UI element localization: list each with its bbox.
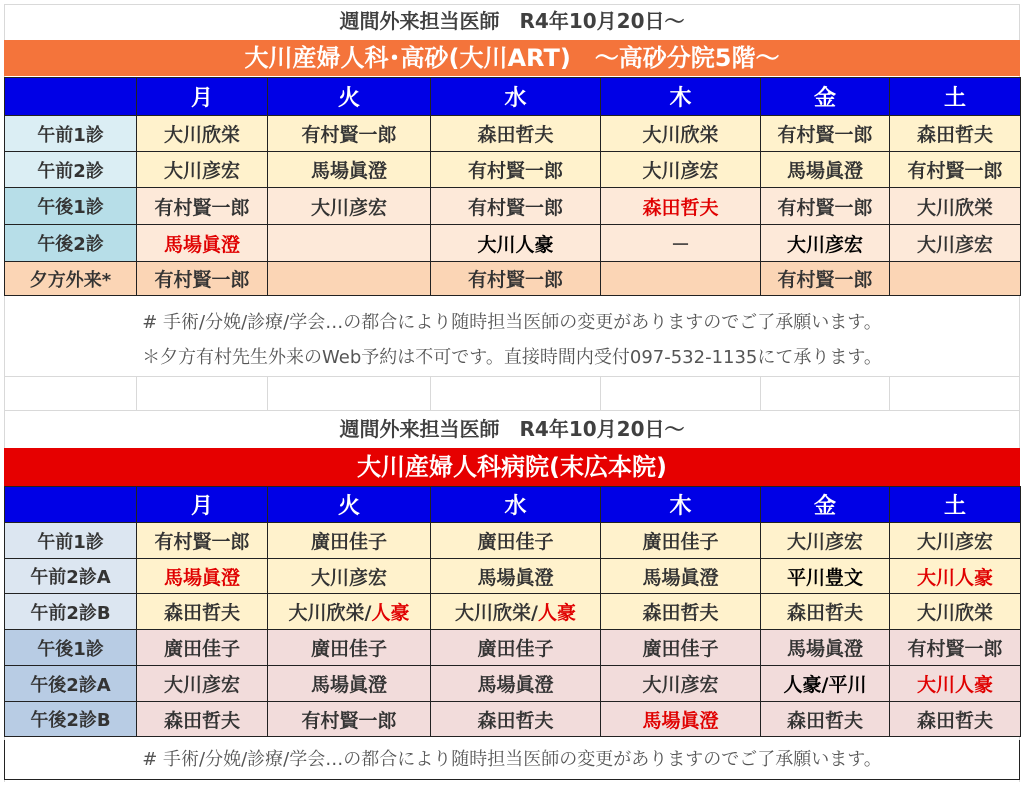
- doctor-cell: 廣田佳子: [431, 523, 601, 559]
- doctor-cell: 馬場眞澄: [268, 152, 431, 188]
- doctor-cell: 大川彦宏: [761, 523, 890, 559]
- doctor-cell: 大川彦宏: [601, 152, 761, 188]
- doctor-cell: 大川欣栄/人豪: [431, 594, 601, 630]
- doctor-cell: 馬場眞澄: [268, 666, 431, 702]
- table-row: [5, 523, 1021, 559]
- doctor-cell: 馬場眞澄: [761, 152, 890, 188]
- bottom-title: 週間外来担当医師 R4年10月20日～: [339, 417, 685, 441]
- table-row: [5, 702, 1021, 737]
- top-banner: 大川産婦人科･高砂(大川ART) ～高砂分院5階～: [4, 40, 1020, 76]
- doctor-cell: 森田哲夫: [137, 594, 268, 630]
- row-label: 午後1診: [5, 630, 137, 666]
- row-label: 夕方外来*: [5, 262, 137, 296]
- header-corner: [5, 487, 137, 523]
- doctor-cell: 馬場眞澄: [137, 225, 268, 262]
- day-header: 金: [761, 487, 890, 523]
- doctor-cell: 馬場眞澄: [431, 666, 601, 702]
- doctor-cell: 廣田佳子: [601, 630, 761, 666]
- row-label: 午後2診B: [5, 702, 137, 737]
- doctor-cell: 森田哲夫: [890, 702, 1021, 737]
- day-header: 火: [268, 487, 431, 523]
- doctor-cell: 大川彦宏: [268, 559, 431, 594]
- day-header-row: [5, 487, 1021, 523]
- doctor-cell: 森田哲夫: [761, 594, 890, 630]
- top-note-web-reservation: ＊夕方有村先生外来のWeb予約は不可です。直接時間内受付097-532-1135にて承ります。: [142, 347, 882, 368]
- day-header: 木: [601, 78, 761, 116]
- doctor-cell: [890, 262, 1021, 296]
- row-label: 午後1診: [5, 188, 137, 225]
- bottom-banner: 大川産婦人科病院(末広本院): [4, 448, 1020, 486]
- doctor-cell: 森田哲夫: [431, 116, 601, 152]
- doctor-cell: 大川欣栄: [601, 116, 761, 152]
- doctor-cell: 森田哲夫: [137, 702, 268, 737]
- doctor-cell: 有村賢一郎: [890, 630, 1021, 666]
- doctor-cell: 馬場眞澄: [761, 630, 890, 666]
- gridline: [600, 376, 601, 410]
- doctor-cell: 廣田佳子: [268, 523, 431, 559]
- doctor-cell: 馬場眞澄: [431, 559, 601, 594]
- doctor-cell: 馬場眞澄: [137, 559, 268, 594]
- gridline: [267, 376, 268, 410]
- doctor-cell: 大川彦宏: [268, 188, 431, 225]
- bottom-schedule-table: [4, 486, 1021, 737]
- doctor-cell: 大川彦宏: [137, 152, 268, 188]
- doctor-cell: 有村賢一郎: [761, 188, 890, 225]
- doctor-cell: 有村賢一郎: [137, 523, 268, 559]
- day-header: 月: [137, 487, 268, 523]
- table-row: [5, 594, 1021, 630]
- day-header: 水: [431, 78, 601, 116]
- bottom-note-changes: # 手術/分娩/診療/学会…の都合により随時担当医師の変更がありますのでご了承願います。: [4, 740, 1020, 780]
- doctor-cell: [268, 262, 431, 296]
- doctor-cell: 大川欣栄: [890, 188, 1021, 225]
- doctor-cell: 有村賢一郎: [761, 262, 890, 296]
- doctor-cell: 有村賢一郎: [268, 702, 431, 737]
- gridline: [889, 376, 890, 410]
- day-header: 火: [268, 78, 431, 116]
- doctor-cell: 有村賢一郎: [137, 262, 268, 296]
- table-row: [5, 188, 1021, 225]
- gridline: [760, 376, 761, 410]
- doctor-cell: 森田哲夫: [761, 702, 890, 737]
- doctor-cell: 廣田佳子: [431, 630, 601, 666]
- gridline: [4, 376, 1020, 377]
- doctor-cell: 廣田佳子: [268, 630, 431, 666]
- doctor-cell: 馬場眞澄: [601, 702, 761, 737]
- row-label: 午前2診B: [5, 594, 137, 630]
- top-title: 週間外来担当医師 R4年10月20日～: [339, 9, 685, 33]
- gridline: [136, 376, 137, 410]
- doctor-cell: [601, 262, 761, 296]
- day-header: 水: [431, 487, 601, 523]
- doctor-cell: 廣田佳子: [601, 523, 761, 559]
- doctor-cell: 森田哲夫: [601, 594, 761, 630]
- header-corner: [5, 78, 137, 116]
- table-row: [5, 666, 1021, 702]
- day-header-row: [5, 78, 1021, 116]
- doctor-cell: 大川欣栄/人豪: [268, 594, 431, 630]
- gridline: [430, 376, 431, 410]
- day-header: 金: [761, 78, 890, 116]
- doctor-cell: 大川彦宏: [890, 523, 1021, 559]
- doctor-cell: 平川豊文: [761, 559, 890, 594]
- row-label: 午前2診A: [5, 559, 137, 594]
- doctor-cell: 大川欣栄: [137, 116, 268, 152]
- doctor-cell: 有村賢一郎: [268, 116, 431, 152]
- table-row: [5, 225, 1021, 262]
- doctor-cell: 大川人豪: [890, 559, 1021, 594]
- gridline: [4, 4, 1020, 5]
- doctor-cell: 人豪/平川: [761, 666, 890, 702]
- table-row: [5, 630, 1021, 666]
- top-schedule-table: [4, 77, 1021, 296]
- doctor-cell: 有村賢一郎: [431, 262, 601, 296]
- top-note-changes: # 手術/分娩/診療/学会…の都合により随時担当医師の変更がありますのでご了承願います。: [142, 312, 882, 333]
- day-header: 月: [137, 78, 268, 116]
- doctor-cell: 馬場眞澄: [601, 559, 761, 594]
- doctor-cell: [268, 225, 431, 262]
- day-header: 土: [890, 487, 1021, 523]
- table-row: [5, 152, 1021, 188]
- doctor-cell: －: [601, 225, 761, 262]
- table-row: [5, 262, 1021, 296]
- row-label: 午前1診: [5, 523, 137, 559]
- doctor-cell: 大川彦宏: [761, 225, 890, 262]
- table-row: [5, 559, 1021, 594]
- doctor-cell: 大川彦宏: [601, 666, 761, 702]
- doctor-cell: 大川彦宏: [137, 666, 268, 702]
- row-label: 午後2診A: [5, 666, 137, 702]
- doctor-cell: 大川彦宏: [890, 225, 1021, 262]
- doctor-cell: 有村賢一郎: [890, 152, 1021, 188]
- day-header: 土: [890, 78, 1021, 116]
- row-label: 午後2診: [5, 225, 137, 262]
- day-header: 木: [601, 487, 761, 523]
- row-label: 午前1診: [5, 116, 137, 152]
- doctor-cell: 森田哲夫: [431, 702, 601, 737]
- doctor-cell: 大川欣栄: [890, 594, 1021, 630]
- doctor-cell: 大川人豪: [890, 666, 1021, 702]
- doctor-cell: 廣田佳子: [137, 630, 268, 666]
- doctor-cell: 森田哲夫: [601, 188, 761, 225]
- doctor-cell: 有村賢一郎: [431, 152, 601, 188]
- table-row: [5, 116, 1021, 152]
- doctor-cell: 大川人豪: [431, 225, 601, 262]
- gridline: [4, 410, 1020, 411]
- doctor-cell: 森田哲夫: [890, 116, 1021, 152]
- row-label: 午前2診: [5, 152, 137, 188]
- doctor-cell: 有村賢一郎: [761, 116, 890, 152]
- doctor-cell: 有村賢一郎: [431, 188, 601, 225]
- doctor-cell: 有村賢一郎: [137, 188, 268, 225]
